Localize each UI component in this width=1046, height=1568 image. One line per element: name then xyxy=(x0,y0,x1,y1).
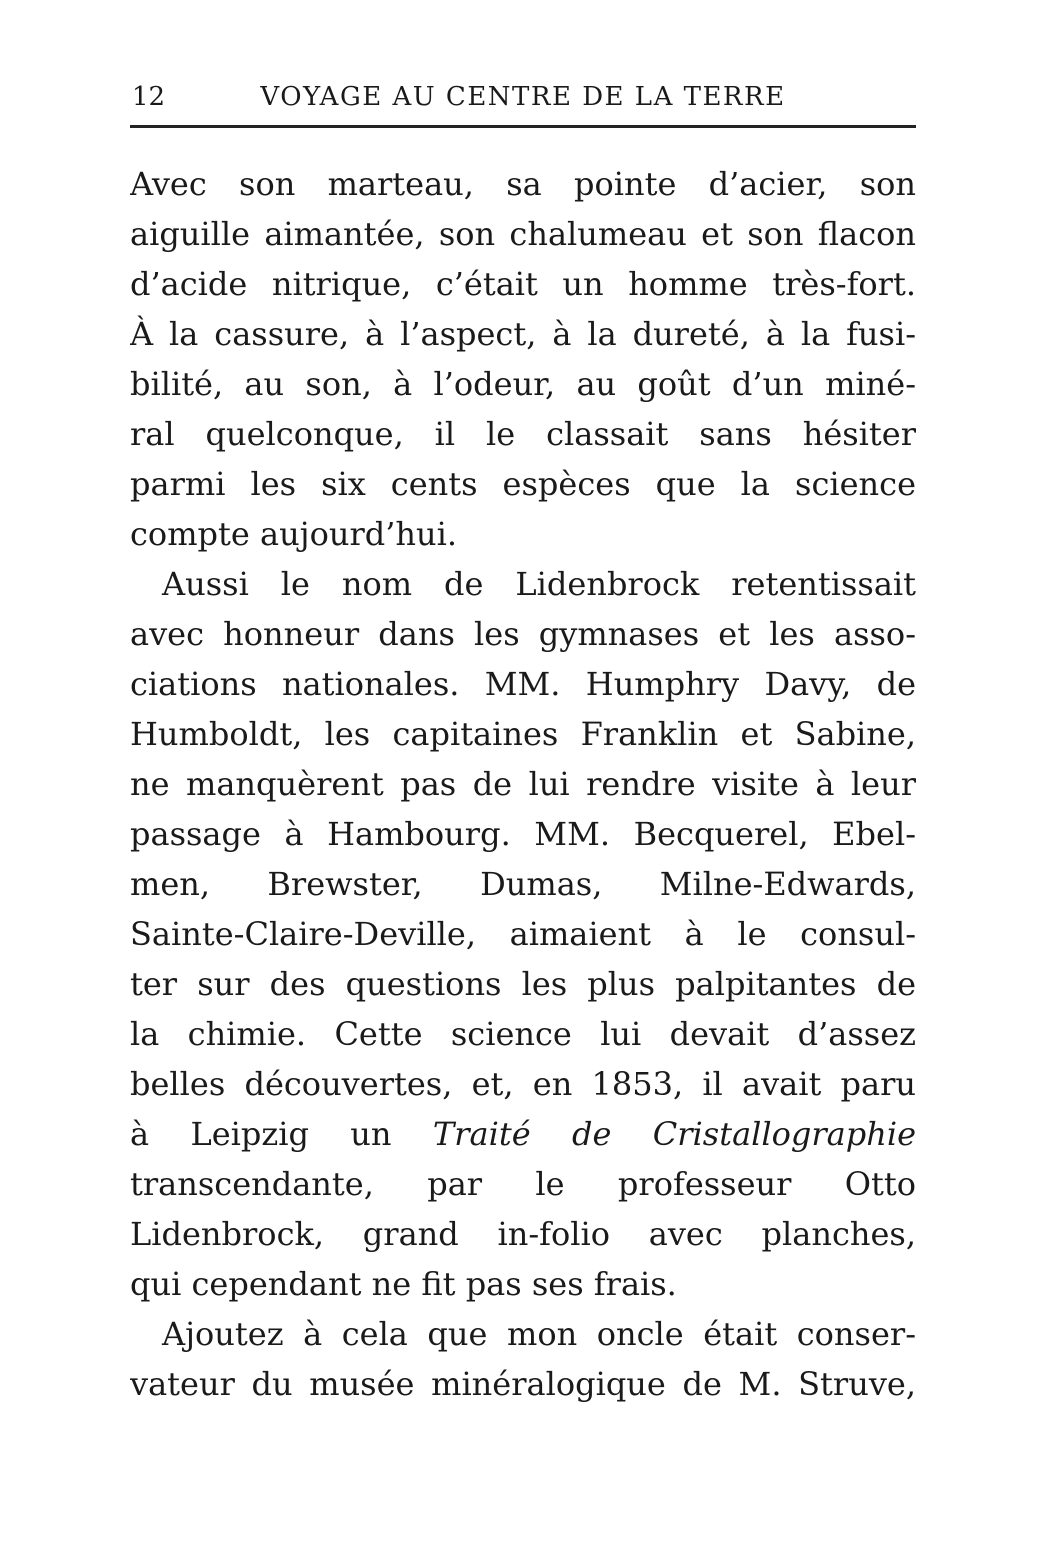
text-segment: Ajoutez à cela que mon oncle était conser- xyxy=(162,1315,916,1353)
text-line xyxy=(130,1109,916,1159)
text-line xyxy=(130,1159,916,1209)
text-line xyxy=(130,709,916,759)
text-segment: ral quelconque, il le classait sans hésiter xyxy=(130,415,916,453)
text-line xyxy=(130,959,916,1009)
text-segment: belles découvertes, et, en 1853, il avait paru xyxy=(130,1065,916,1103)
text-segment: parmi les six cents espèces que la science xyxy=(130,465,916,503)
text-line xyxy=(130,159,916,209)
text-line xyxy=(130,359,916,409)
text-segment: la chimie. Cette science lui devait d’assez xyxy=(130,1015,916,1053)
text-segment: Aussi le nom de Lidenbrock retentissait xyxy=(162,565,916,603)
page-number: 12 xyxy=(132,82,166,112)
text-line xyxy=(130,759,916,809)
text-segment: qui cependant ne fit pas ses frais. xyxy=(130,1265,677,1303)
text-line xyxy=(130,909,916,959)
text-segment: bilité, au son, à l’odeur, au goût d’un miné- xyxy=(130,365,916,403)
running-title: VOYAGE AU CENTRE DE LA TERRE xyxy=(260,82,786,112)
header-rule xyxy=(130,125,916,128)
text-segment: avec honneur dans les gymnases et les asso- xyxy=(130,615,916,653)
paragraph xyxy=(130,1309,916,1409)
text-segment: À la cassure, à l’aspect, à la dureté, à la fusi- xyxy=(130,315,916,353)
text-segment: Avec son marteau, sa pointe d’acier, son xyxy=(130,165,916,203)
text-line xyxy=(130,409,916,459)
text-line xyxy=(130,559,916,609)
paragraph xyxy=(130,159,916,559)
text-segment: à Leipzig un xyxy=(130,1115,433,1153)
text-segment: transcendante, par le professeur Otto xyxy=(130,1165,916,1203)
text-segment: aiguille aimantée, son chalumeau et son flacon xyxy=(130,215,916,253)
text-segment: Traité de Cristallographie xyxy=(432,1115,916,1153)
text-line xyxy=(130,859,916,909)
page-body xyxy=(130,159,916,1409)
text-segment: vateur du musée minéralogique de M. Struve, xyxy=(130,1365,916,1403)
text-segment: Humboldt, les capitaines Franklin et Sabine, xyxy=(130,715,916,753)
text-line xyxy=(130,309,916,359)
text-line xyxy=(130,1309,916,1359)
text-line xyxy=(130,509,916,559)
page-header xyxy=(130,80,916,114)
text-line xyxy=(130,459,916,509)
paragraph xyxy=(130,559,916,1309)
text-line xyxy=(130,259,916,309)
text-line xyxy=(130,609,916,659)
text-line xyxy=(130,1259,916,1309)
text-segment: d’acide nitrique, c’était un homme très-fort. xyxy=(130,265,916,303)
text-segment: Lidenbrock, grand in-folio avec planches, xyxy=(130,1215,916,1253)
text-segment: men, Brewster, Dumas, Milne-Edwards, xyxy=(130,865,916,903)
text-line xyxy=(130,1359,916,1409)
text-line xyxy=(130,809,916,859)
text-line xyxy=(130,209,916,259)
text-segment: Sainte-Claire-Deville, aimaient à le consul- xyxy=(130,915,916,953)
text-line xyxy=(130,1009,916,1059)
text-line xyxy=(130,659,916,709)
text-segment: ter sur des questions les plus palpitantes de xyxy=(130,965,916,1003)
text-line xyxy=(130,1059,916,1109)
text-segment: ne manquèrent pas de lui rendre visite à leur xyxy=(130,765,916,803)
text-line xyxy=(130,1209,916,1259)
text-segment: ciations nationales. MM. Humphry Davy, de xyxy=(130,665,916,703)
text-segment: compte aujourd’hui. xyxy=(130,515,458,553)
text-segment: passage à Hambourg. MM. Becquerel, Ebel- xyxy=(130,815,916,853)
